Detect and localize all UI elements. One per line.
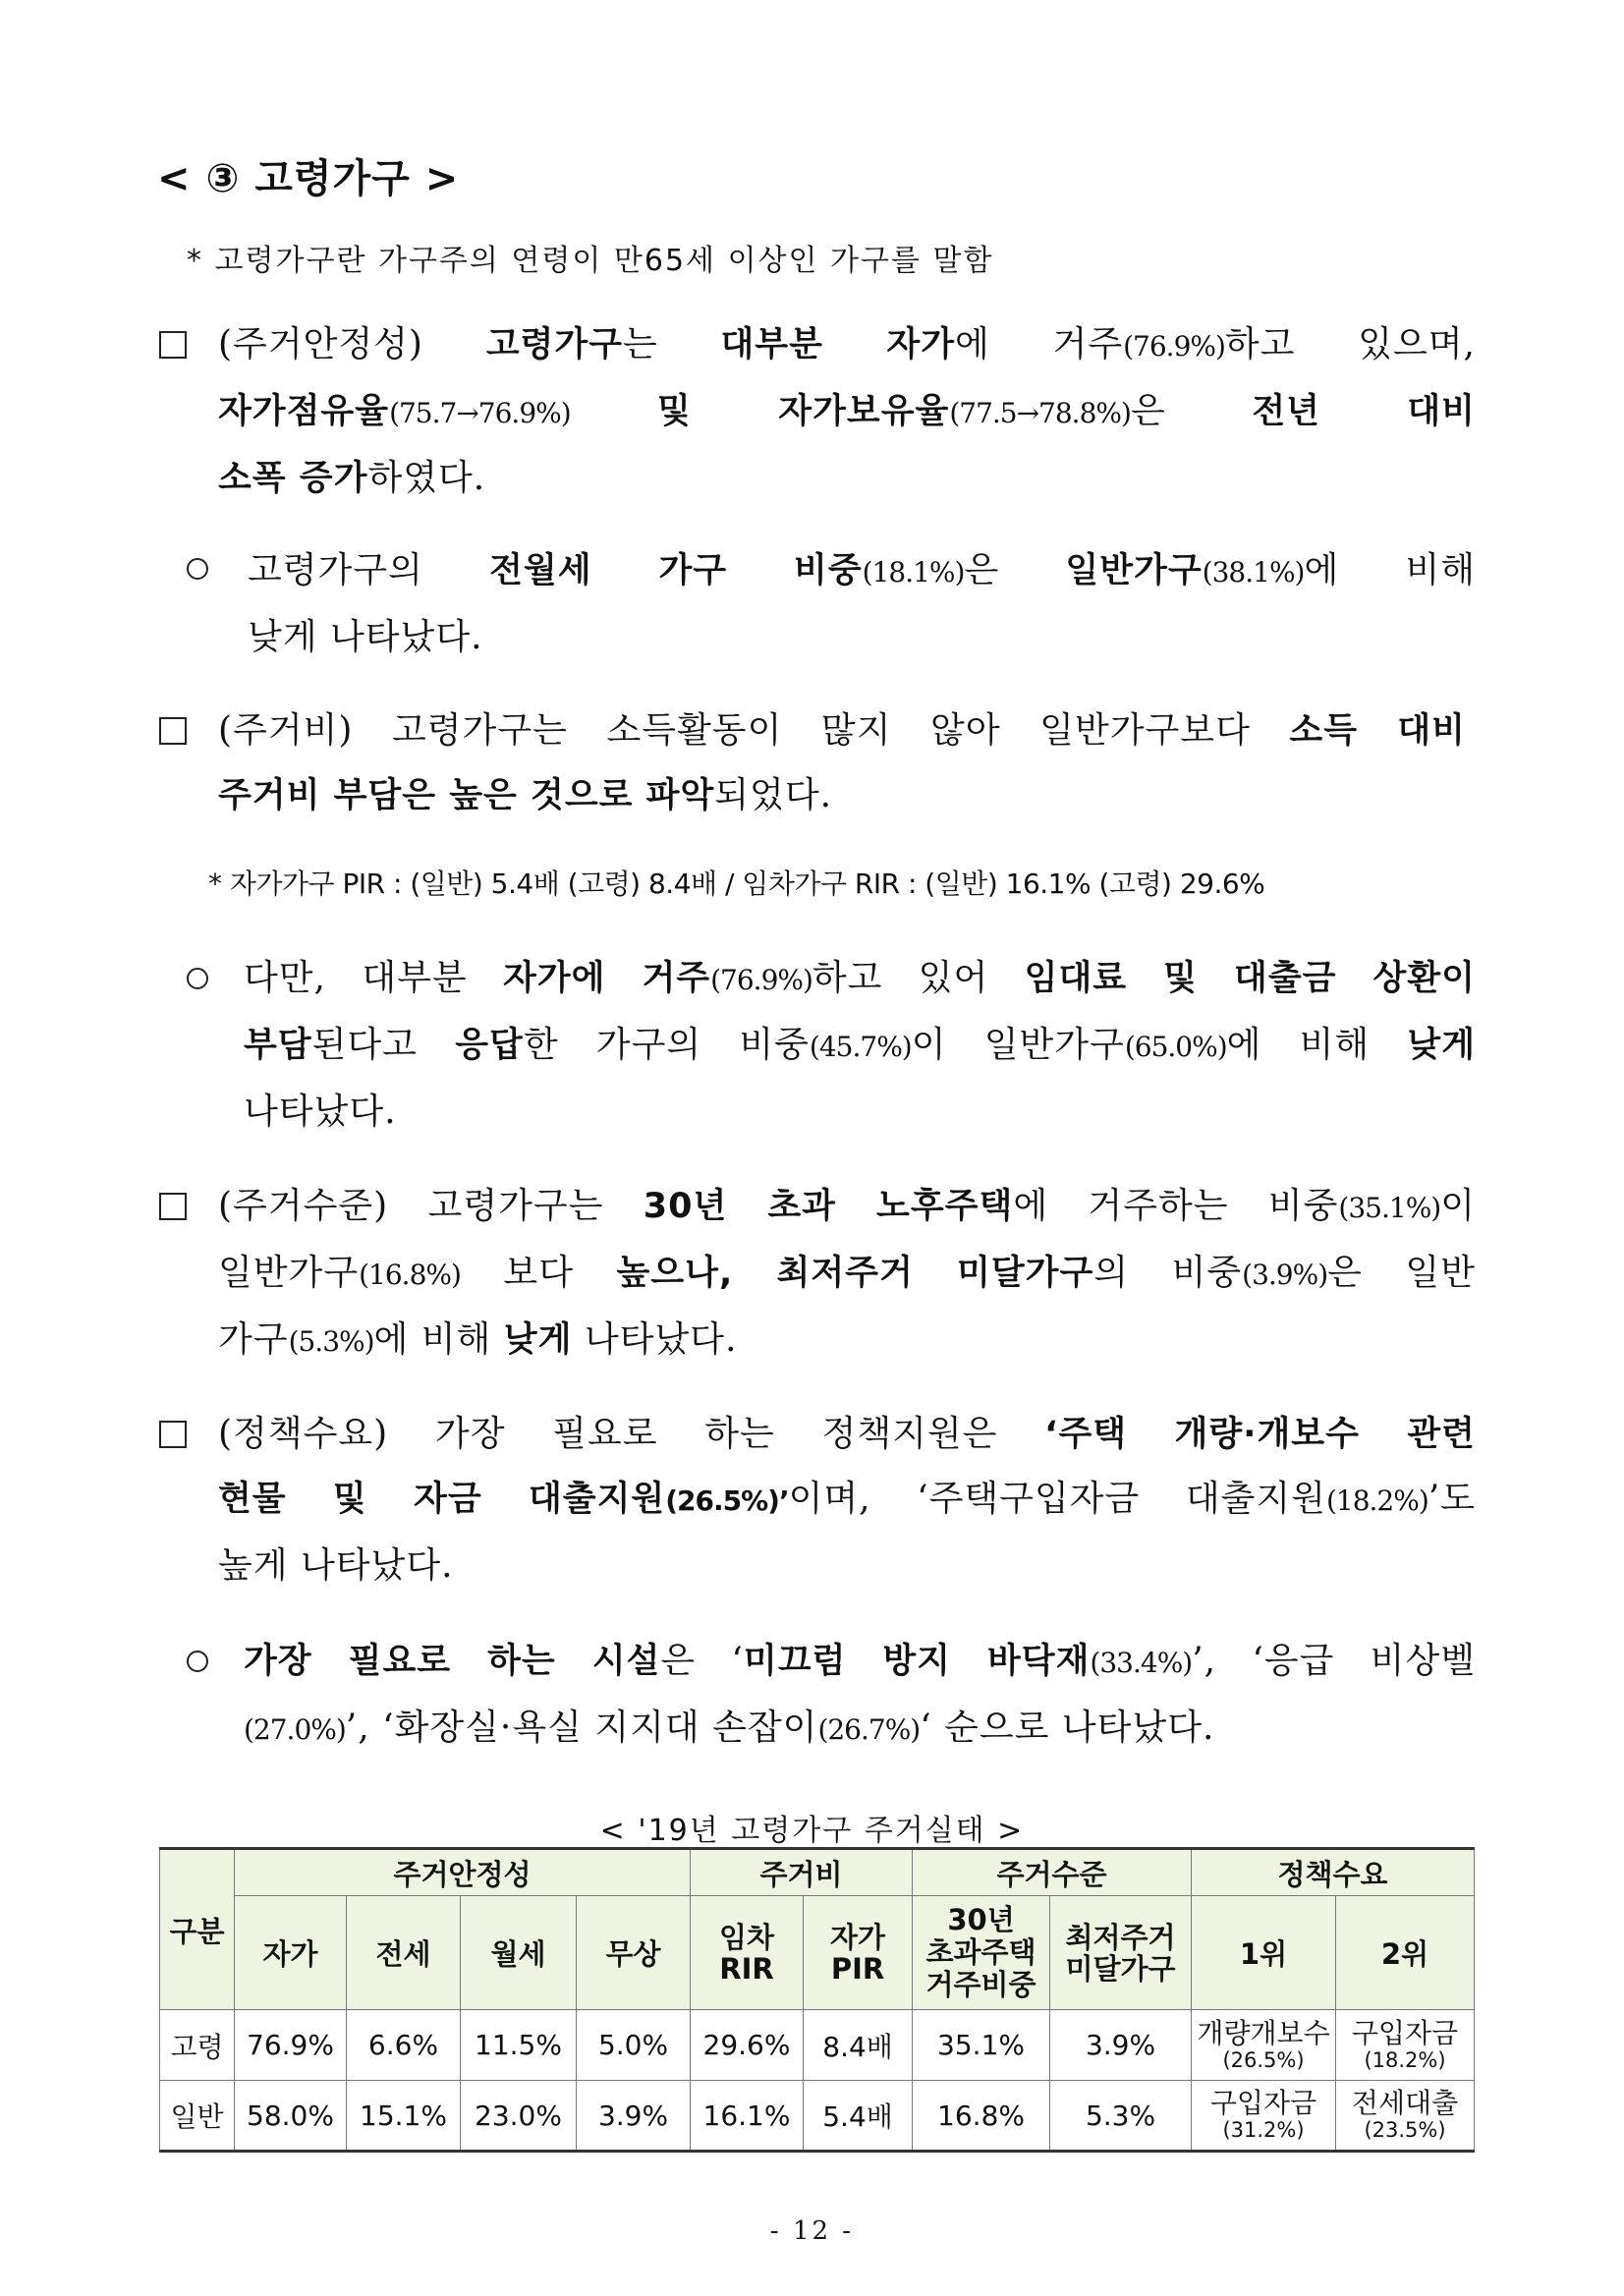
paragraph-housing-stability: [218, 312, 1476, 511]
cell: 5.0%: [577, 2010, 691, 2081]
topic-label: (주거안정성): [218, 324, 423, 364]
header-rank-1: 1위: [1192, 1896, 1336, 2010]
paragraph-line: 소폭 증가하였다.: [218, 458, 486, 498]
cell: 5.3%: [1050, 2081, 1192, 2152]
header-housing-stability: 주거안정성: [235, 1849, 691, 1896]
paragraph-line: 나타났다.: [244, 1092, 397, 1132]
cell-rank-1: 개량개보수 (26.5%): [1192, 2010, 1336, 2081]
paragraph-line: 가구(5.3%)에 비해 낮게 나타났다.: [218, 1319, 738, 1360]
row-label: 고령: [160, 2010, 235, 2081]
paragraph-line: 높게 나타났다.: [218, 1545, 454, 1586]
header-substandard: 최저주거 미달가구: [1050, 1896, 1192, 2010]
cell: 8.4배: [804, 2010, 913, 2081]
paragraph-line: 자가점유율(75.7→76.9%) 및 자가보유율(77.5→78.8%)은 전년 대비: [218, 391, 1476, 431]
cell-rank-2: 전세대출 (23.5%): [1336, 2081, 1475, 2152]
cost-footnote: * 자가가구 PIR : (일반) 5.4배 (고령) 8.4배 / 임차가구 RIR : (일반) 16.1% (고령) 29.6%: [208, 868, 1265, 900]
section-note: * 고령가구란 가구주의 연령이 만65세 이상인 가구를 말함: [187, 244, 994, 278]
checkbox-bullet-icon: [159, 331, 187, 359]
header-policy-demand: 정책수요: [1192, 1849, 1475, 1896]
checkbox-bullet-icon: [159, 717, 187, 745]
page-number: - 12 -: [769, 2216, 855, 2246]
checkbox-bullet-icon: [159, 1421, 187, 1448]
header-rank-2: 2위: [1336, 1896, 1475, 2010]
header-owner: 자가: [235, 1896, 347, 2010]
circle-bullet-icon: [187, 968, 208, 989]
header-old-house: 30년 초과주택 거주비중: [913, 1896, 1050, 2010]
paragraph-loan-burden: [244, 946, 1476, 1145]
circle-bullet-icon: [187, 1651, 208, 1672]
paragraph-line: 가장 필요로 하는 시설은 ‘미끄럼 방지 바닥재(33.4%)’, ‘응급 비상벨: [244, 1641, 1476, 1681]
paragraph-line: 부담된다고 응답한 가구의 비중(45.7%)이 일반가구(65.0%)에 비해 낮게: [244, 1025, 1477, 1065]
header-housing-level: 주거수준: [913, 1849, 1192, 1896]
header-free: 무상: [577, 1896, 691, 2010]
cell: 16.8%: [913, 2081, 1050, 2152]
table-row: [160, 2010, 1475, 2081]
paragraph-line: 다만, 대부분 자가에 거주(76.9%)하고 있어 임대료 및 대출금 상환이: [244, 958, 1476, 998]
table-caption: < '19년 고령가구 주거실태 >: [599, 1814, 1025, 1848]
paragraph-line: 현물 및 자금 대출지원(26.5%)’이며, ‘주택구입자금 대출지원(18.2%)’도: [218, 1479, 1476, 1519]
cell: 76.9%: [235, 2010, 347, 2081]
paragraph-line: 고령가구의 전월세 가구 비중(18.1%)은 일반가구(38.1%)에 비해: [248, 550, 1476, 590]
paragraph-rent-share: [248, 538, 1476, 670]
cell: 29.6%: [691, 2010, 804, 2081]
paragraph-line: 낮게 나타났다.: [248, 617, 483, 657]
checkbox-bullet-icon: [159, 1193, 187, 1220]
cell: 3.9%: [577, 2081, 691, 2152]
paragraph-facility-needs: [244, 1629, 1476, 1763]
paragraph-line: (주거수준) 고령가구는 30년 초과 노후주택에 거주하는 비중(35.1%)이: [218, 1186, 1476, 1226]
cell-rank-2: 구입자금 (18.2%): [1336, 2010, 1475, 2081]
header-rir: 임차 RIR: [691, 1896, 804, 2010]
row-label: 일반: [160, 2081, 235, 2152]
paragraph-line: 일반가구(16.8%) 보다 높으나, 최저주거 미달가구의 비중(3.9%)은 일반: [218, 1253, 1476, 1293]
paragraph-housing-level: [218, 1174, 1476, 1374]
cell: 16.1%: [691, 2081, 804, 2152]
paragraph-line: 주거비 부담은 높은 것으로 파악되었다.: [218, 775, 833, 815]
paragraph-housing-cost: [218, 699, 1466, 828]
header-monthly-rent: 월세: [461, 1896, 577, 2010]
header-jeonse: 전세: [347, 1896, 461, 2010]
circle-bullet-icon: [187, 558, 208, 580]
cell: 23.0%: [461, 2081, 577, 2152]
paragraph-line: (27.0%)’, ‘화장실·욕실 지지대 손잡이(26.7%)‘ 순으로 나타났다.: [244, 1708, 1215, 1748]
cell: 5.4배: [804, 2081, 913, 2152]
header-category: 구분: [160, 1849, 235, 2010]
cell: 11.5%: [461, 2010, 577, 2081]
elderly-housing-table: [159, 1847, 1475, 2153]
cell: 15.1%: [347, 2081, 461, 2152]
paragraph-line: (주거안정성) 고령가구는 대부분 자가에 거주(76.9%)하고 있으며,: [218, 324, 1476, 364]
section-title: < ③ 고령가구 >: [157, 156, 460, 201]
cell: 35.1%: [913, 2010, 1050, 2081]
paragraph-policy-demand: [218, 1402, 1476, 1598]
cell: 6.6%: [347, 2010, 461, 2081]
paragraph-line: (주거비) 고령가구는 소득활동이 많지 않아 일반가구보다 소득 대비: [218, 710, 1466, 751]
table-row: [160, 2081, 1475, 2152]
cell-rank-1: 구입자금 (31.2%): [1192, 2081, 1336, 2152]
cell: 3.9%: [1050, 2010, 1192, 2081]
header-housing-cost: 주거비: [691, 1849, 913, 1896]
paragraph-line: (정책수요) 가장 필요로 하는 정책지원은 ‘주택 개량·개보수 관련: [218, 1414, 1476, 1454]
header-pir: 자가 PIR: [804, 1896, 913, 2010]
cell: 58.0%: [235, 2081, 347, 2152]
